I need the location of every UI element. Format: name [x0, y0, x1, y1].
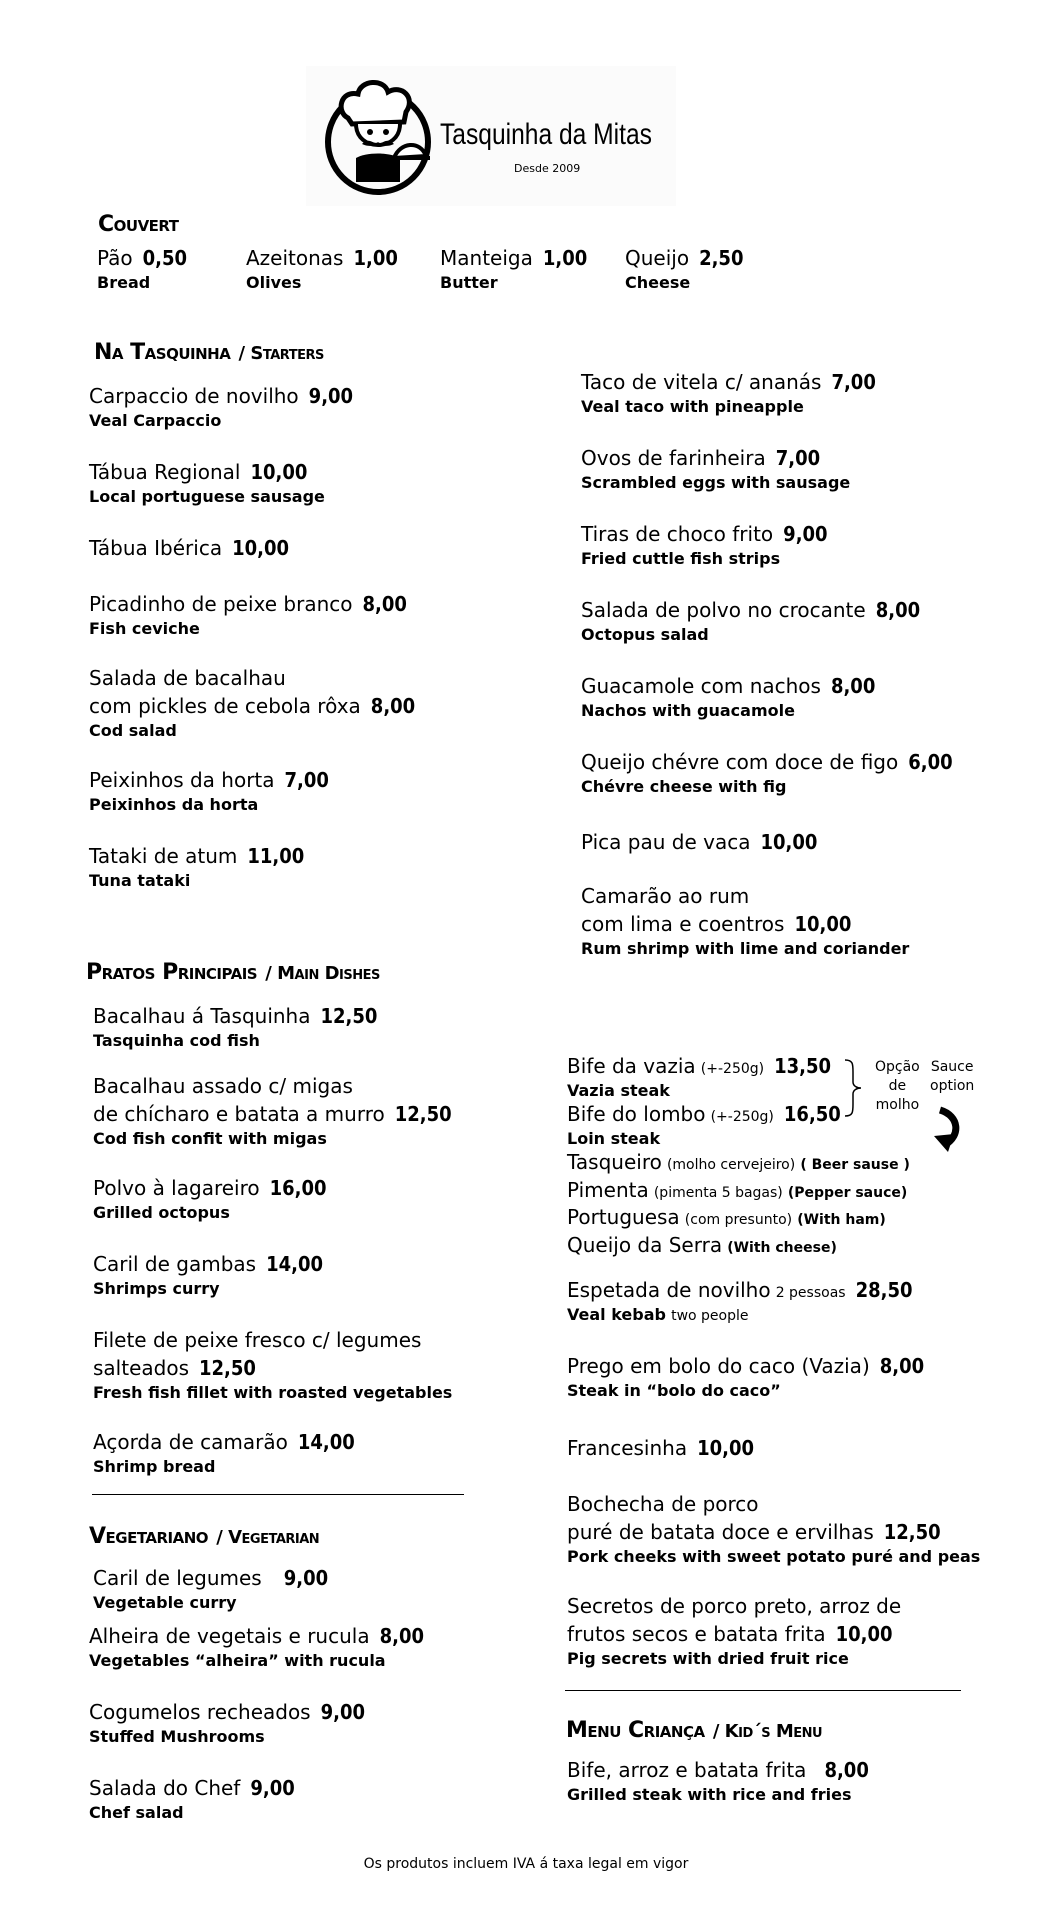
menu-item: Polvo à lagareiro 16,00 Grilled octopus — [93, 1176, 327, 1222]
menu-item: Queijo chévre com doce de figo 6,00 Chévre cheese with fig — [581, 750, 953, 796]
menu-item: Tábua Ibérica 10,00 — [89, 536, 289, 560]
menu-item: Salada de polvo no crocante 8,00 Octopus salad — [581, 598, 921, 644]
menu-item: Bochecha de porco puré de batata doce e ervilhas 12,50 Pork cheeks with sweet potato puré and peas — [567, 1492, 981, 1566]
divider — [565, 1690, 961, 1691]
menu-item: Caril de legumes 9,00 Vegetable curry — [93, 1566, 329, 1612]
menu-item: Peixinhos da horta 7,00 Peixinhos da horta — [89, 768, 329, 814]
menu-item: Açorda de camarão 14,00 Shrimp bread — [93, 1430, 355, 1476]
menu-item: Tábua Regional 10,00 Local portuguese sausage — [89, 460, 325, 506]
sauce-item: Tasqueiro (molho cervejeiro) ( Beer sause ) — [567, 1150, 910, 1174]
menu-item: Camarão ao rum com lima e coentros 10,00 Rum shrimp with lime and coriander — [581, 884, 910, 958]
chef-logo-icon — [316, 72, 446, 202]
menu-item: Bacalhau assado c/ migas de chícharo e batata a murro 12,50 Cod fish confit with migas — [93, 1074, 452, 1148]
couvert-item: Manteiga 1,00 Butter — [440, 246, 588, 292]
menu-item: Alheira de vegetais e rucula 8,00 Vegetables “alheira” with rucula — [89, 1624, 424, 1670]
menu-item: Francesinha 10,00 — [567, 1436, 755, 1460]
menu-item: Tataki de atum 11,00 Tuna tataki — [89, 844, 305, 890]
menu-item: Salada do Chef 9,00 Chef salad — [89, 1776, 295, 1822]
couvert-item: Queijo 2,50 Cheese — [625, 246, 744, 292]
menu-item: Picadinho de peixe branco 8,00 Fish ceviche — [89, 592, 407, 638]
sauce-note-pt: Opção de molho — [875, 1059, 920, 1113]
couvert-heading: Couvert — [98, 212, 179, 237]
curved-arrow-icon — [926, 1106, 966, 1154]
sauce-item: Pimenta (pimenta 5 bagas) (Pepper sauce) — [567, 1178, 908, 1202]
since-label: Desde 2009 — [514, 162, 581, 175]
menu-item: Ovos de farinheira 7,00 Scrambled eggs with sausage — [581, 446, 851, 492]
menu-item: Carpaccio de novilho 9,00 Veal Carpaccio — [89, 384, 354, 430]
menu-item: Salada de bacalhau com pickles de cebola rôxa 8,00 Cod salad — [89, 666, 416, 740]
kids-menu-heading: Menu Criança / Kid´s Menu — [566, 1718, 823, 1743]
menu-item: Taco de vitela c/ ananás 7,00 Veal taco with pineapple — [581, 370, 876, 416]
couvert-item: Azeitonas 1,00 Olives — [246, 246, 398, 292]
sauce-note-en: Sauce option — [930, 1059, 975, 1094]
couvert-item: Pão 0,50 Bread — [97, 246, 188, 292]
footer-note: Os produtos incluem IVA á taxa legal em vigor — [363, 1856, 689, 1872]
menu-item: Bacalhau á Tasquinha 12,50 Tasquinha cod fish — [93, 1004, 378, 1050]
starters-heading: Na Tasquinha / Starters — [94, 340, 324, 365]
divider — [92, 1494, 464, 1495]
sauce-item: Portuguesa (com presunto) (With ham) — [567, 1205, 886, 1229]
vegetarian-heading: Vegetariano / Vegetarian — [89, 1524, 320, 1549]
menu-item: Cogumelos recheados 9,00 Stuffed Mushrooms — [89, 1700, 366, 1746]
restaurant-name: Tasquinha da Mitas — [440, 118, 652, 151]
brace-icon — [843, 1058, 863, 1118]
menu-item: Filete de peixe fresco c/ legumes salteados 12,50 Fresh fish fillet with roasted vegetables — [93, 1328, 453, 1402]
menu-item: Tiras de choco frito 9,00 Fried cuttle fish strips — [581, 522, 828, 568]
menu-item: Bife do lombo (+-250g) 16,50 Loin steak — [567, 1102, 841, 1148]
menu-item: Secretos de porco preto, arroz de frutos secos e batata frita 10,00 Pig secrets with dried fruit rice — [567, 1594, 902, 1668]
restaurant-logo — [306, 66, 676, 206]
menu-item: Pica pau de vaca 10,00 — [581, 830, 818, 854]
menu-item: Bife da vazia (+-250g) 13,50 Vazia steak — [567, 1054, 832, 1100]
mains-heading: Pratos Principais / Main Dishes — [86, 960, 380, 985]
menu-item: Guacamole com nachos 8,00 Nachos with guacamole — [581, 674, 876, 720]
menu-item: Prego em bolo do caco (Vazia) 8,00 Steak in “bolo do caco” — [567, 1354, 925, 1400]
menu-item: Espetada de novilho 2 pessoas 28,50 Veal kebab two people — [567, 1278, 913, 1324]
menu-item: Bife, arroz e batata frita 8,00 Grilled steak with rice and fries — [567, 1758, 869, 1804]
sauce-item: Queijo da Serra (With cheese) — [567, 1233, 837, 1257]
menu-item: Caril de gambas 14,00 Shrimps curry — [93, 1252, 323, 1298]
